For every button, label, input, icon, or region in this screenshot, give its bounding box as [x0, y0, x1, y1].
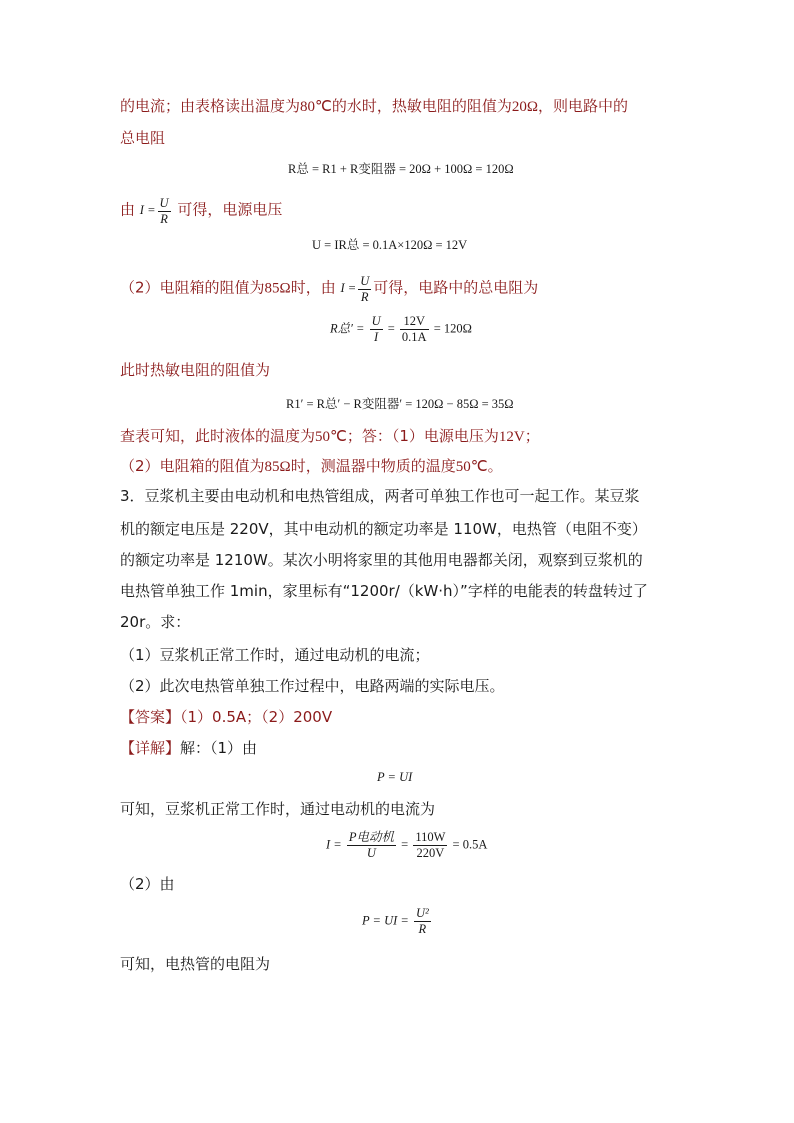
fraction-numerator: U²	[415, 906, 429, 920]
question-3-item-2: （2）此次电热管单独工作过程中，电路两端的实际电压。	[120, 677, 505, 695]
text-segment: 的水时，热敏电阻的阻值为	[331, 97, 512, 115]
equation-source-voltage: U = IR总 = 0.1A×120Ω = 12V	[312, 238, 468, 252]
question-3-line-5: 20r。求：	[120, 613, 191, 631]
formula-lhs: P = UI =	[362, 913, 409, 928]
text-segment: （2）电阻箱的阻值为	[120, 278, 265, 297]
fraction	[414, 906, 431, 937]
text-line-9: （2）由	[120, 875, 175, 893]
answer-line	[120, 707, 332, 727]
equation-total-resistance-2	[330, 314, 472, 345]
fraction-numerator: P电动机	[348, 830, 394, 844]
fraction-numerator: U	[371, 314, 381, 328]
equation-motor-current	[326, 830, 487, 861]
question-3-line-3: 的额定功率是 1210W。某次小明将家里的其他用电器都关闭，观察到豆浆机的	[120, 551, 643, 569]
fraction-denominator: R	[418, 922, 427, 936]
question-3-line-2: 机的额定电压是 220V，其中电动机的额定功率是 110W，电热管（电阻不变）	[120, 520, 647, 538]
text-segment: 。	[487, 457, 503, 475]
fraction-numerator: 110W	[415, 830, 446, 844]
text-line-5: 此时热敏电阻的阻值为	[120, 361, 271, 379]
formula-lhs: I =	[340, 281, 357, 296]
inline-formula	[340, 274, 374, 304]
text-segment: 查表可知，此时液体的温度为	[120, 427, 316, 445]
text-line-2: 总电阻	[120, 129, 166, 147]
fraction-denominator: U	[366, 846, 376, 860]
text-segment: 时，测温器中物质的温度	[290, 457, 456, 475]
detail-line	[120, 738, 257, 758]
fraction	[158, 196, 171, 227]
question-3-item-1: （1）豆浆机正常工作时，通过电动机的电流；	[120, 646, 430, 664]
fraction-numerator: U	[159, 196, 169, 210]
text-line-4	[120, 274, 538, 305]
text-line-3	[120, 196, 282, 227]
text-segment: ，则电路中的	[538, 97, 629, 115]
fraction-denominator: R	[360, 290, 369, 304]
equation-total-resistance: R总 = R1 + R变阻器 = 20Ω + 100Ω = 120Ω	[288, 162, 514, 176]
text-segment: 时，由	[290, 278, 336, 297]
text-segment: ；答：（1）电源电压为	[346, 427, 499, 445]
equals-sign: =	[387, 321, 395, 336]
value-temperature: 50℃	[315, 429, 347, 445]
fraction	[370, 314, 383, 345]
text-segment: 可得，电源电压	[177, 200, 283, 219]
fraction	[347, 830, 396, 861]
text-segment: 的电流；由表格读出温度为	[120, 97, 301, 115]
answer-tag: 【答案】	[120, 708, 181, 726]
formula-lhs: I =	[139, 203, 156, 218]
value-temperature: 50℃	[455, 459, 488, 475]
fraction-denominator: 220V	[416, 846, 445, 860]
equation-power	[377, 769, 412, 785]
fraction	[400, 314, 429, 345]
text-segment: 由	[120, 200, 136, 219]
fraction-denominator: R	[160, 212, 168, 226]
formula: P = UI	[377, 770, 413, 784]
question-3-line-4: 电热管单独工作 1min，家里标有“1200r/（kW·h）”字样的电能表的转盘转过了	[120, 582, 648, 600]
text-segment: （2）电阻箱的阻值为	[120, 457, 265, 475]
formula-rhs: = 0.5A	[452, 837, 488, 852]
value-resistance: 85Ω	[264, 459, 291, 475]
text-line-8: 可知，豆浆机正常工作时，通过电动机的电流为	[120, 800, 436, 818]
equals-sign: =	[401, 837, 409, 852]
text-segment: 可得，电路中的总电阻为	[373, 278, 539, 297]
text-line-7	[120, 456, 503, 477]
fraction	[358, 274, 371, 305]
answer-text: （1）0.5A；（2）200V	[180, 708, 333, 726]
equation-power-resistance	[362, 906, 433, 937]
value-resistance: 85Ω	[264, 280, 291, 297]
formula-rhs: = 120Ω	[433, 321, 472, 336]
fraction-numerator: U	[360, 274, 370, 288]
fraction-numerator: 12V	[400, 314, 429, 330]
text-line-1	[120, 96, 628, 117]
formula-lhs: I =	[326, 837, 342, 852]
fraction-denominator: I	[373, 330, 379, 344]
value-resistance: 20Ω	[511, 99, 539, 115]
detail-text: 解：（1）由	[180, 739, 258, 757]
fraction-denominator: 0.1A	[401, 330, 427, 344]
text-line-10: 可知，电热管的电阻为	[120, 955, 271, 973]
text-line-6	[120, 426, 540, 447]
inline-formula	[139, 196, 173, 226]
formula-lhs: R总′ =	[330, 321, 365, 336]
fraction	[413, 830, 447, 861]
value-temperature: 80℃	[300, 99, 332, 115]
text-segment: ；	[524, 427, 540, 445]
detail-tag: 【详解】	[120, 739, 181, 757]
question-3-line-1: 3．豆浆机主要由电动机和电热管组成，两者可单独工作也可一起工作。某豆浆	[120, 487, 640, 505]
equation-thermistor-resistance: R1′ = R总′ − R变阻器′ = 120Ω − 85Ω = 35Ω	[286, 397, 514, 411]
value-voltage: 12V	[498, 429, 525, 445]
